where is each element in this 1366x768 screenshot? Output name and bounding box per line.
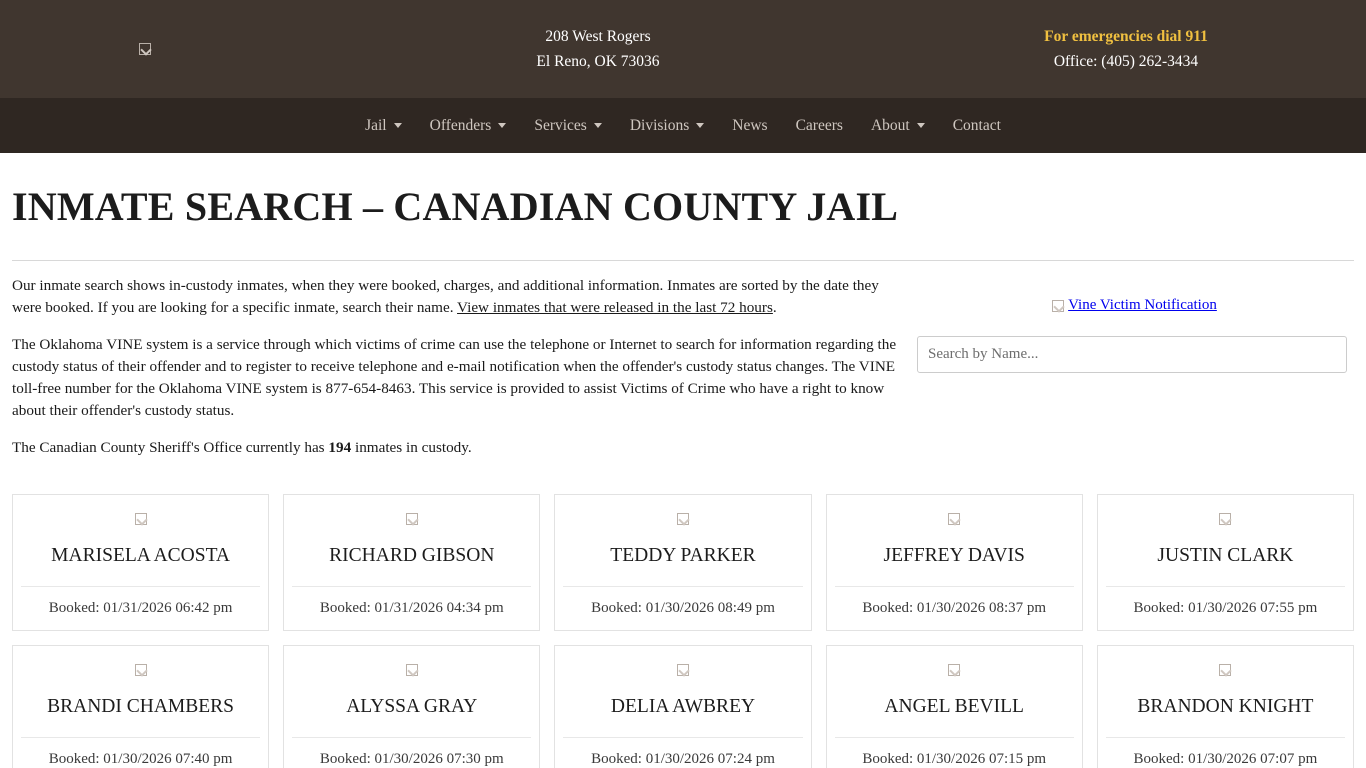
inmate-card[interactable] xyxy=(12,494,269,631)
broken-image-icon xyxy=(948,664,960,676)
nav-item-label: Divisions xyxy=(629,116,690,134)
inmate-card[interactable] xyxy=(283,645,540,768)
nav-item-careers[interactable] xyxy=(782,109,857,143)
inmate-booked-date: Booked: 01/30/2026 07:24 pm xyxy=(563,737,802,768)
inmate-photo xyxy=(835,660,1074,680)
search-input[interactable] xyxy=(917,336,1347,373)
inmate-photo xyxy=(292,660,531,680)
inmate-name: ALYSSA GRAY xyxy=(346,696,478,717)
broken-image-icon xyxy=(135,513,147,525)
nav-item-list xyxy=(351,109,1015,143)
nav-item-label: Offenders xyxy=(429,116,492,134)
inmate-photo xyxy=(21,509,260,529)
nav-item-label: Careers xyxy=(795,116,843,134)
inmate-count-post: inmates in custody. xyxy=(351,439,472,456)
main-navigation xyxy=(0,98,1366,153)
intro-paragraph-1-pre: Our inmate search shows in-custody inmates, when they were booked, charges, and additional information. Inmates are sorted by the date they were booked. If you are looking for a specific inmate, search their name. xyxy=(12,277,879,316)
inmate-card[interactable] xyxy=(1097,645,1354,768)
inmate-name: TEDDY PARKER xyxy=(610,545,756,566)
chevron-down-icon xyxy=(498,123,506,128)
broken-image-icon xyxy=(677,513,689,525)
inmate-card[interactable] xyxy=(1097,494,1354,631)
inmate-count-value: 194 xyxy=(328,439,352,456)
inmate-booked-date: Booked: 01/31/2026 06:42 pm xyxy=(21,586,260,630)
chevron-down-icon xyxy=(917,123,925,128)
inmate-photo xyxy=(835,509,1074,529)
nav-item-jail[interactable] xyxy=(351,109,416,143)
inmate-count-pre: The Canadian County Sheriff's Office currently has xyxy=(12,439,329,456)
released-inmates-link[interactable]: View inmates that were released in the last 72 hours xyxy=(457,299,773,316)
broken-image-icon xyxy=(1219,664,1231,676)
address-block xyxy=(270,24,926,74)
inmate-name: MARISELA ACOSTA xyxy=(51,545,231,566)
broken-image-icon xyxy=(1052,300,1064,312)
chevron-down-icon xyxy=(594,123,602,128)
inmate-card[interactable] xyxy=(554,645,811,768)
site-header xyxy=(0,0,1366,98)
nav-item-news[interactable] xyxy=(718,109,781,143)
search-column xyxy=(917,275,1352,373)
inmate-booked-date: Booked: 01/30/2026 07:55 pm xyxy=(1106,586,1345,630)
inmate-booked-date: Booked: 01/30/2026 07:40 pm xyxy=(21,737,260,768)
contact-block xyxy=(926,24,1346,74)
title-divider xyxy=(12,260,1354,261)
inmate-booked-date: Booked: 01/30/2026 07:07 pm xyxy=(1106,737,1345,768)
inmate-name: JUSTIN CLARK xyxy=(1157,545,1294,566)
intro-paragraph-1 xyxy=(12,275,907,319)
vine-link-label: Vine Victim Notification xyxy=(1068,297,1217,313)
nav-item-about[interactable] xyxy=(857,109,939,143)
nav-item-label: Jail xyxy=(365,116,387,134)
broken-image-icon xyxy=(139,43,151,55)
nav-item-label: Contact xyxy=(952,116,1001,134)
inmate-name: JEFFREY DAVIS xyxy=(883,545,1025,566)
broken-image-icon xyxy=(135,664,147,676)
inmate-booked-date: Booked: 01/30/2026 07:30 pm xyxy=(292,737,531,768)
chevron-down-icon xyxy=(696,123,704,128)
inmate-card[interactable] xyxy=(826,494,1083,631)
intro-paragraph-1-post: . xyxy=(772,299,777,316)
inmate-name: BRANDON KNIGHT xyxy=(1137,696,1314,717)
broken-image-icon xyxy=(1219,513,1231,525)
inmate-name: DELIA AWBREY xyxy=(610,696,756,717)
inmate-booked-date: Booked: 01/31/2026 04:34 pm xyxy=(292,586,531,630)
inmate-name: BRANDI CHAMBERS xyxy=(47,696,235,717)
inmate-booked-date: Booked: 01/30/2026 08:49 pm xyxy=(563,586,802,630)
inmate-photo xyxy=(563,509,802,529)
address-line-2: El Reno, OK 73036 xyxy=(536,53,660,70)
inmate-photo xyxy=(292,509,531,529)
inmate-photo xyxy=(1106,660,1345,680)
inmate-booked-date: Booked: 01/30/2026 08:37 pm xyxy=(835,586,1074,630)
inmate-card[interactable] xyxy=(283,494,540,631)
vine-victim-notification-link[interactable] xyxy=(917,297,1352,314)
inmate-photo xyxy=(21,660,260,680)
inmate-count-paragraph xyxy=(12,437,907,459)
nav-item-label: Services xyxy=(534,116,587,134)
nav-item-contact[interactable] xyxy=(939,109,1015,143)
broken-image-icon xyxy=(406,664,418,676)
site-logo[interactable] xyxy=(20,0,270,98)
inmate-booked-date: Booked: 01/30/2026 07:15 pm xyxy=(835,737,1074,768)
emergency-notice: For emergencies dial 911 xyxy=(1044,28,1208,45)
inmate-grid xyxy=(12,494,1354,768)
inmate-card[interactable] xyxy=(826,645,1083,768)
nav-item-services[interactable] xyxy=(520,109,616,143)
nav-item-label: News xyxy=(732,116,768,134)
address-line-1: 208 West Rogers xyxy=(545,28,651,45)
office-phone: Office: (405) 262-3434 xyxy=(1053,53,1199,70)
inmate-photo xyxy=(1106,509,1345,529)
nav-item-label: About xyxy=(870,116,910,134)
inmate-card[interactable] xyxy=(12,645,269,768)
vine-description-paragraph: The Oklahoma VINE system is a service through which victims of crime can use the telephone or Internet to search for information regarding the custody status of their offender and to register to receive telephone and e-mail notification when the offender's custody status changes. The VINE toll-free number for the Oklahoma VINE system is 877-654-8463. This service is provided to assist Victims of Crime who have a right to know about their offender's custody status. xyxy=(12,336,897,419)
nav-item-divisions[interactable] xyxy=(616,109,718,143)
broken-image-icon xyxy=(948,513,960,525)
broken-image-icon xyxy=(406,513,418,525)
broken-image-icon xyxy=(677,664,689,676)
inmate-card[interactable] xyxy=(554,494,811,631)
chevron-down-icon xyxy=(394,123,402,128)
inmate-name: RICHARD GIBSON xyxy=(329,545,495,566)
inmate-photo xyxy=(563,660,802,680)
page-content xyxy=(0,183,1366,768)
page-title: INMATE SEARCH – CANADIAN COUNTY JAIL xyxy=(12,184,899,229)
nav-item-offenders[interactable] xyxy=(416,109,521,143)
inmate-name: ANGEL BEVILL xyxy=(884,696,1024,717)
intro-text-column xyxy=(12,275,917,474)
intro-section xyxy=(12,275,1354,474)
